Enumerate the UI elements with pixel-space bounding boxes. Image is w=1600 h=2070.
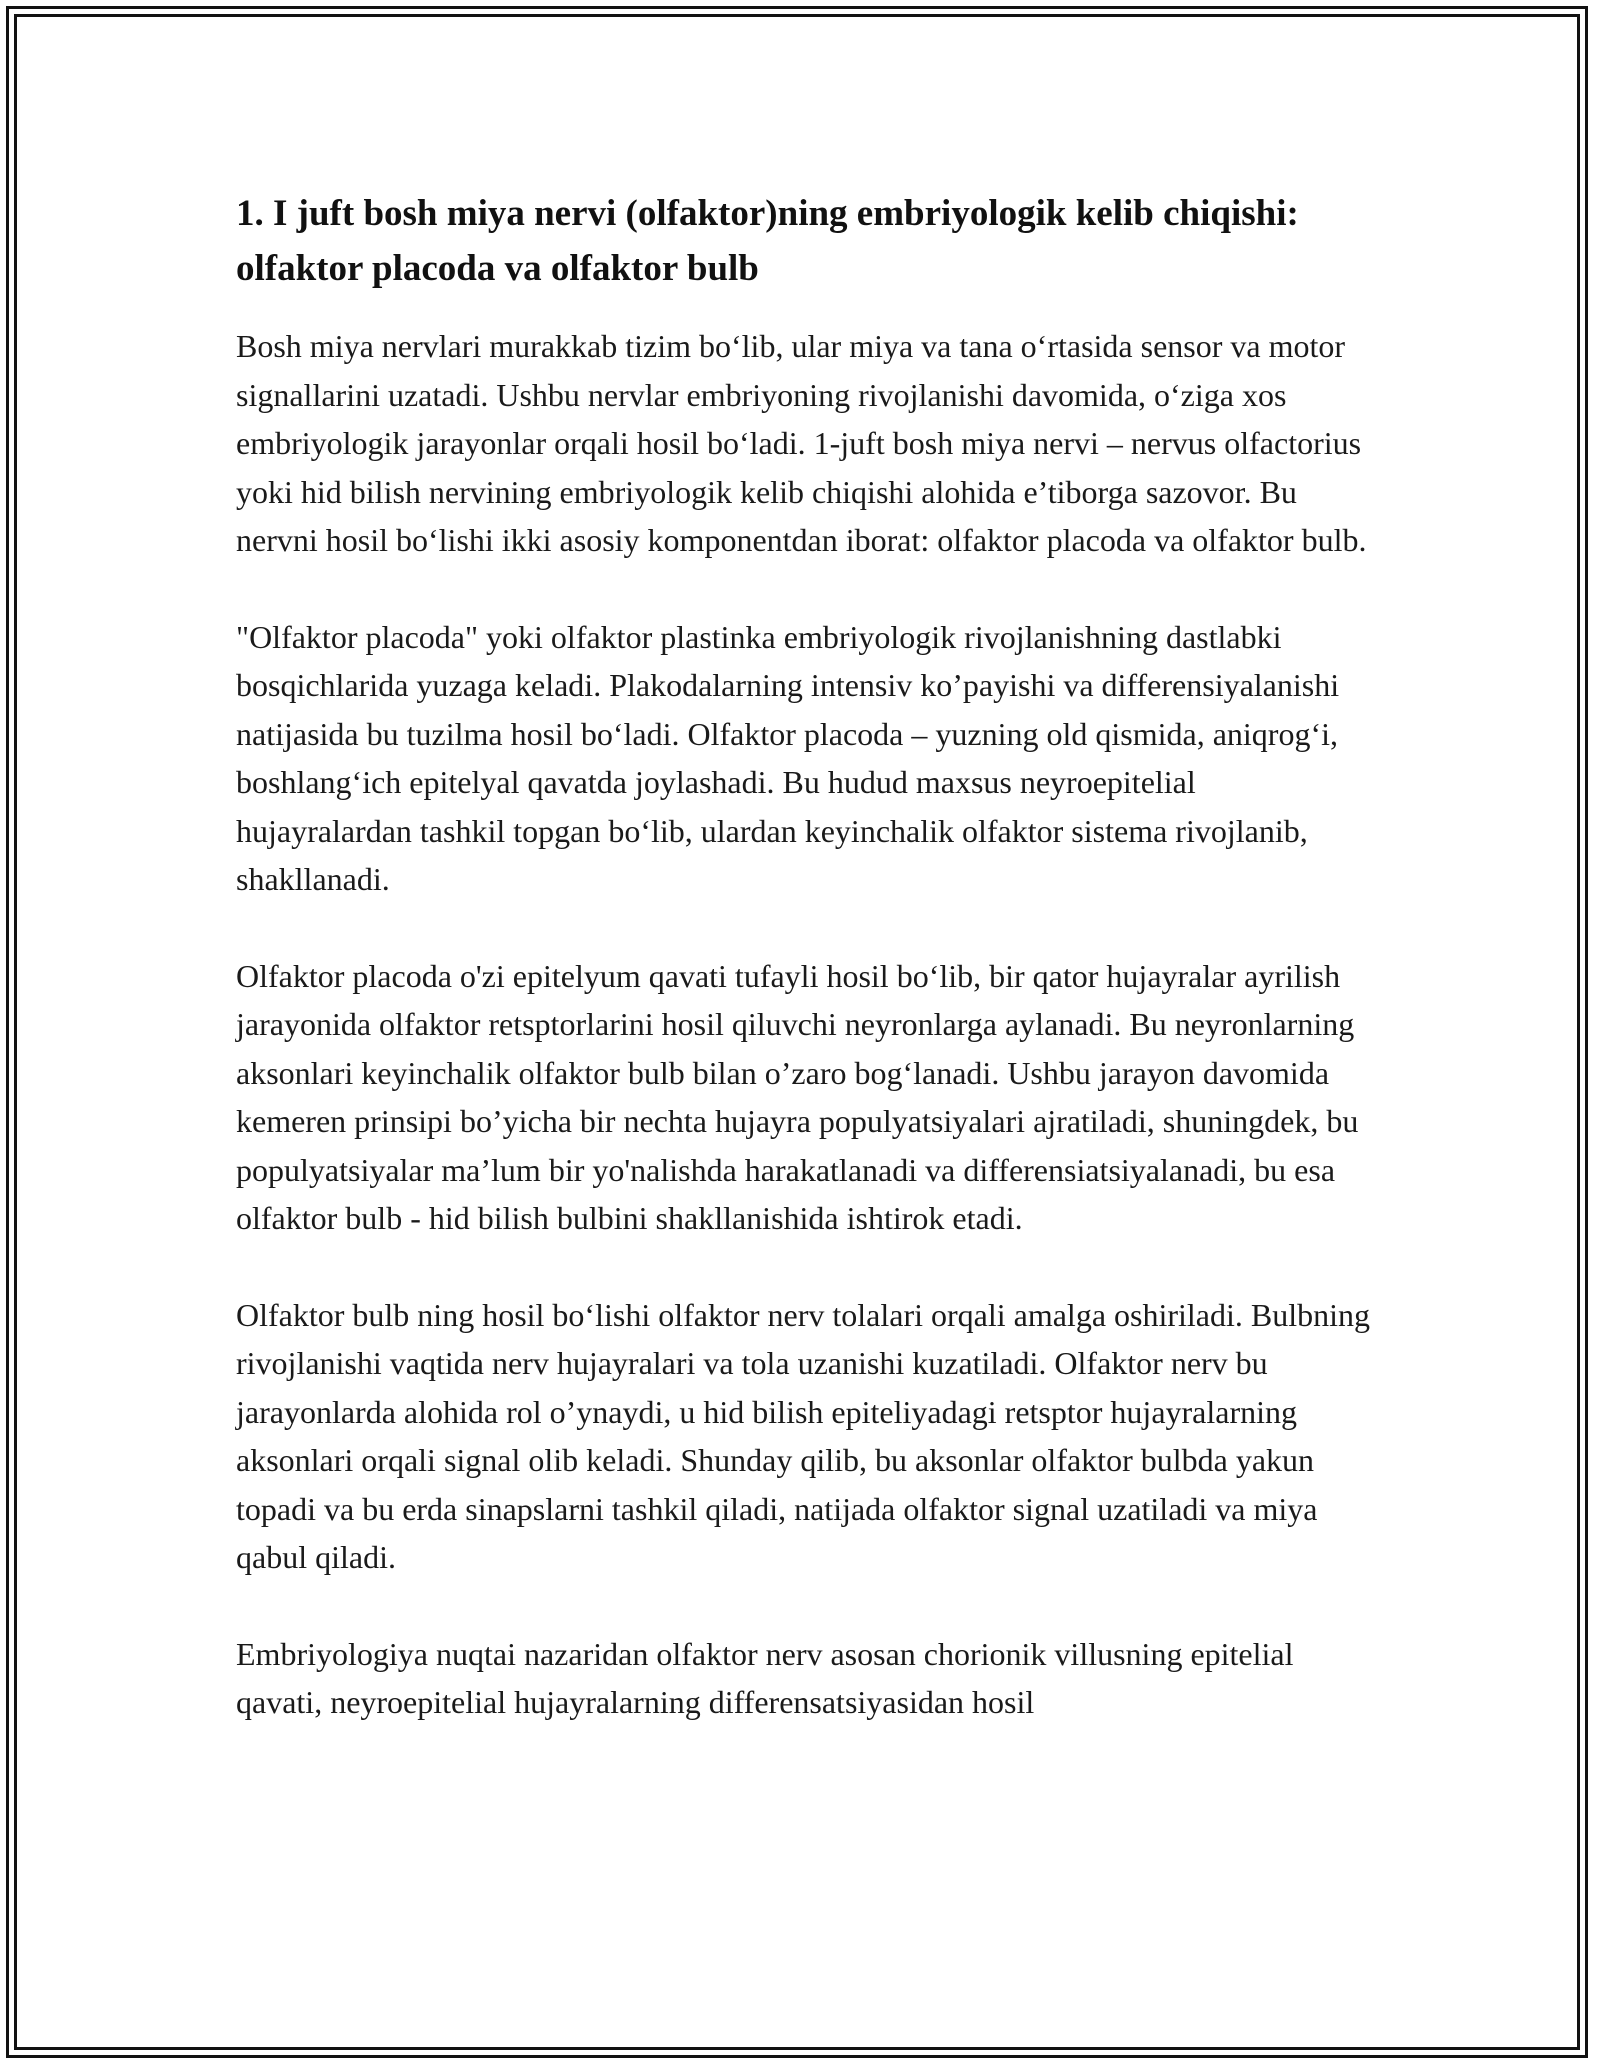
document-body [236,186,1376,1775]
paragraph-4: Olfaktor bulb ning hosil bo‘lishi olfaktor nerv tolalari orqali amalga oshiriladi. Bulbning rivojlanishi vaqtida nerv hujayralari va tola uzanishi kuzatiladi. Olfaktor nerv bu jarayonlarda alohida rol o’ynaydi, u hid bilish epiteliyadagi retsptor hujayralarning aksonlari orqali signal olib keladi. Shunday qilib, bu aksonlar olfaktor bulbda yakun topadi va bu erda sinapslarni tashkil qiladi, natijada olfaktor signal uzatiladi va miya qabul qiladi. [236,1296,1371,1575]
paragraph-3: Olfaktor placoda o'zi epitelyum qavati tufayli hosil bo‘lib, bir qator hujayralar ayrilish jarayonida olfaktor retsptorlarini hosil qiluvchi neyronlarga aylanadi. Bu neyronlarning aksonlari keyinchalik olfaktor bulb bilan o’zaro bog‘lanadi. Ushbu jarayon davomida kemeren prinsipi bo’yicha bir nechta hujayra populyatsiyalari ajratiladi, shuningdek, bu populyatsiyalar ma’lum bir yo'nalishda harakatlanadi va differensiatsiyalanadi, bu esa olfaktor bulb - hid bilish bulbini shakllanishida ishtirok etadi. [236,957,1359,1236]
paragraph-1: Bosh miya nervlari murakkab tizim bo‘lib, ular miya va tana o‘rtasida sensor va motor signallarini uzatadi. Ushbu nervlar embriyoning rivojlanishi davomida, o‘ziga xos embriyologik jarayonlar orqali hosil bo‘ladi. 1-juft bosh miya nervi – nervus olfactorius yoki hid bilish nervining embriyologik kelib chiqishi alohida e’tiborga sazovor. Bu nervni hosil bo‘lishi ikki asosiy komponentdan iborat: olfaktor placoda va olfaktor bulb. [236,328,1367,558]
section-heading: 1. I juft bosh miya nervi (olfaktor)ning embriyologik kelib chiqishi: olfaktor placoda va olfaktor bulb [236,193,1299,289]
paragraph-5: Embriyologiya nuqtai nazaridan olfaktor nerv asosan chorionik villusning epitelial qavati, neyroepitelial hujayralarning differensatsiyasidan hosil [236,1635,1294,1720]
paragraph-2: "Olfaktor placoda" yoki olfaktor plastinka embriyologik rivojlanishning dastlabki bosqichlarida yuzaga keladi. Plakodalarning intensiv ko’payishi va differensiyalanishi natijasida bu tuzilma hosil bo‘ladi. Olfaktor placoda – yuzning old qismida, aniqrog‘i, boshlang‘ich epitelyal qavatda joylashadi. Bu hudud maxsus neyroepitelial hujayralardan tashkil topgan bo‘lib, ulardan keyinchalik olfaktor sistema rivojlanib, shakllanadi. [236,618,1340,897]
